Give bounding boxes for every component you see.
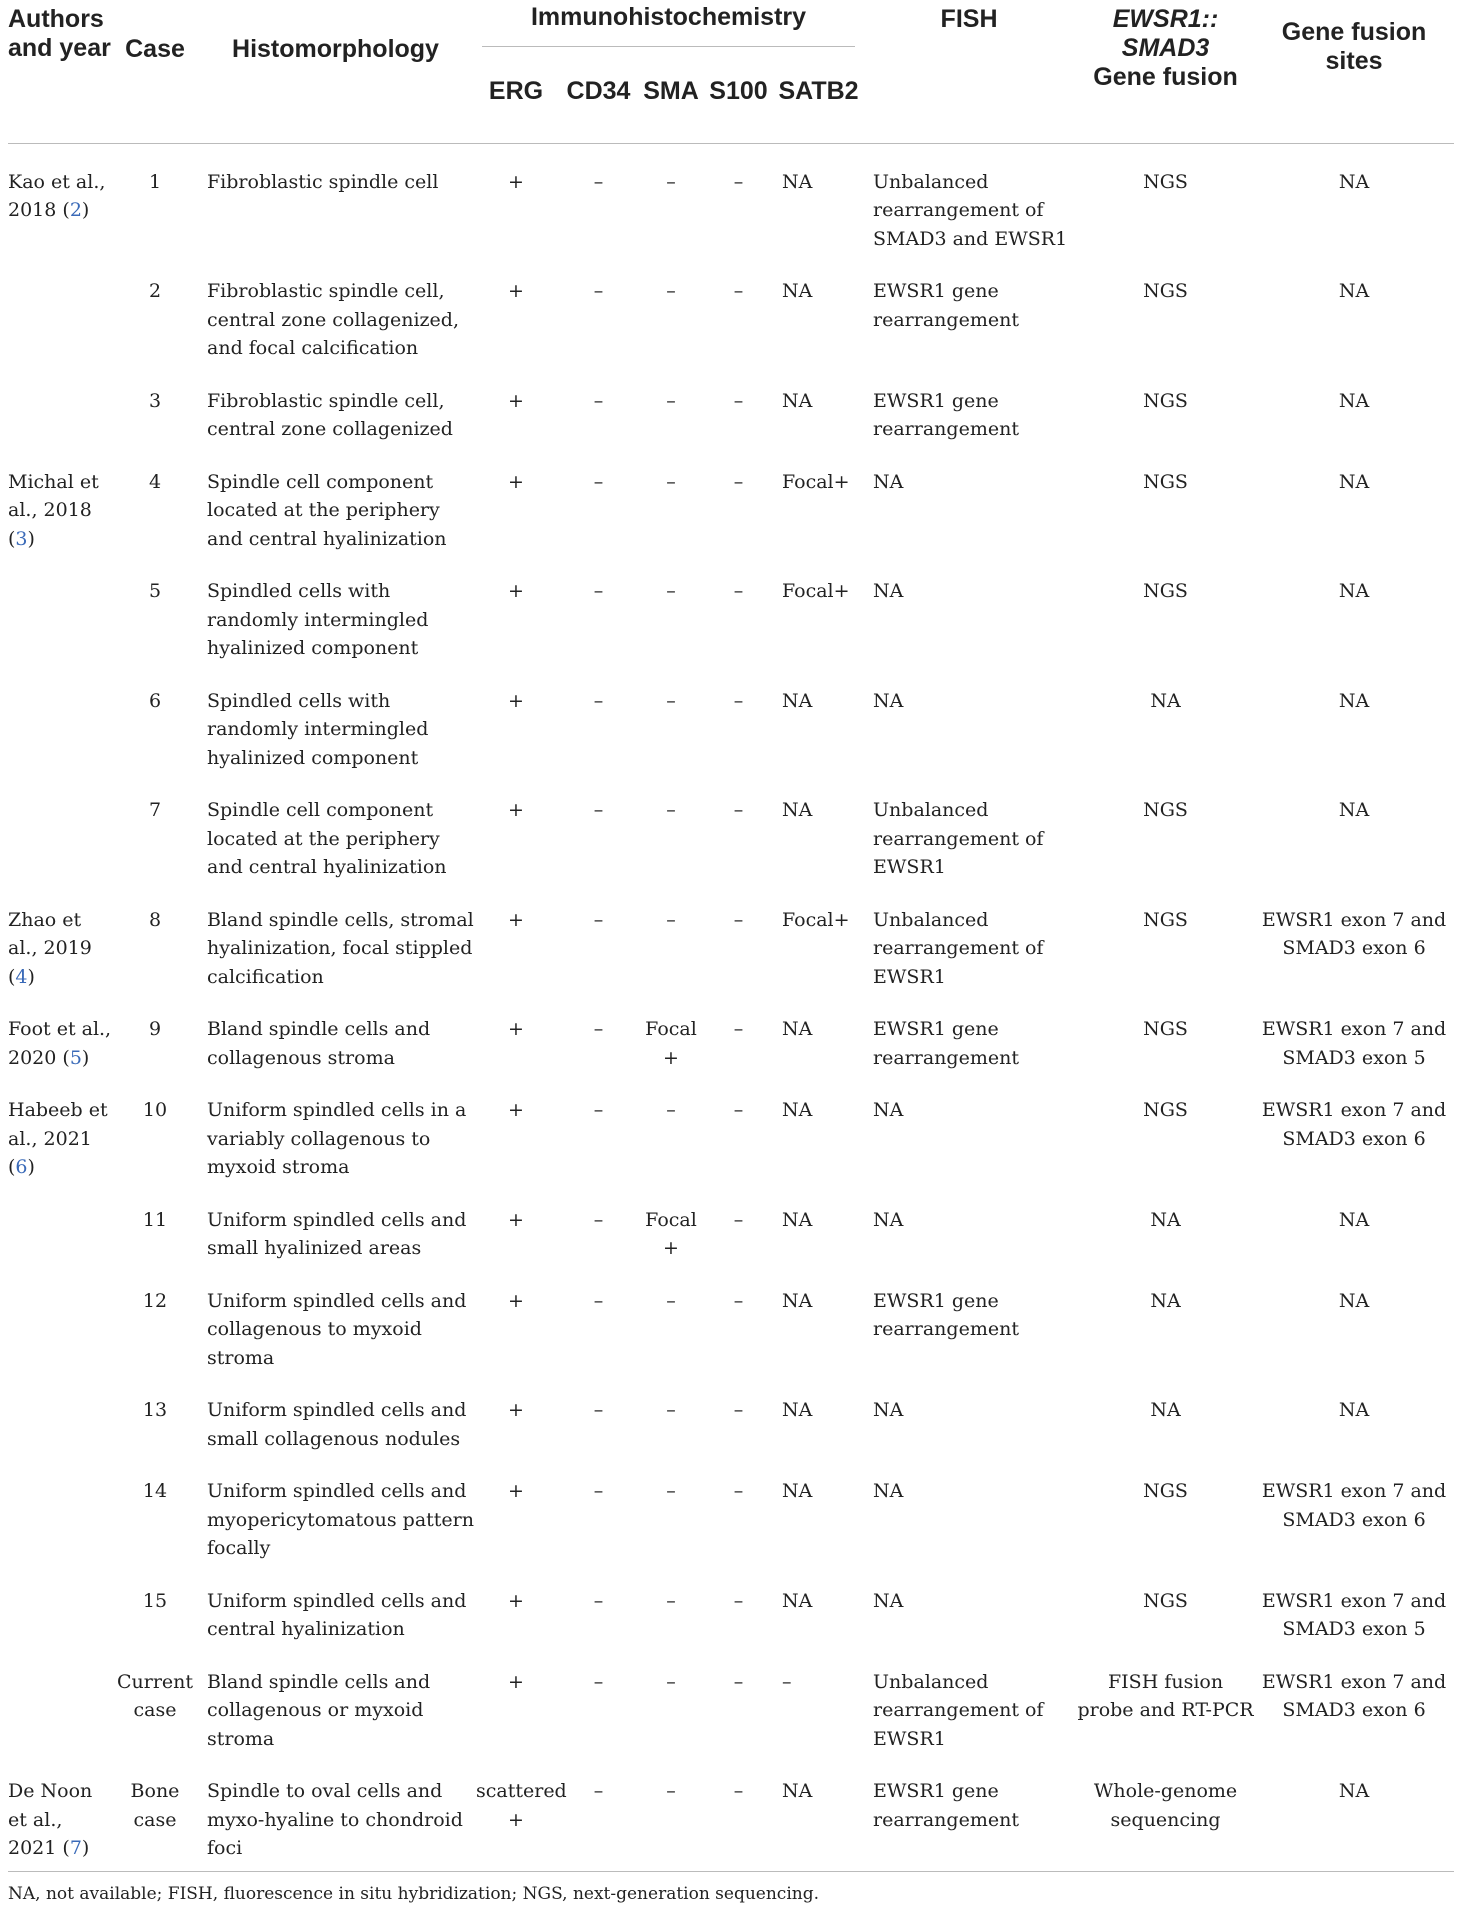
cell-author: Kao et al., 2018 (2) <box>8 143 115 261</box>
cell-case: 11 <box>142 1208 168 1231</box>
cell-fish: NA <box>873 1399 904 1421</box>
cell-histo: Fibroblastic spindle cell, central zone collagenized, and focal calcification <box>207 280 459 359</box>
cell-fish: NA <box>873 1208 904 1231</box>
cell-author <box>8 371 115 452</box>
cell-sites: EWSR1 exon 7 and SMAD3 exon 6 <box>1261 1480 1447 1531</box>
cell-case: 5 <box>148 580 162 602</box>
cell-fish: NA <box>873 470 904 493</box>
cell-case: 9 <box>148 1018 162 1040</box>
cell-fusion: Whole-genome sequencing <box>1093 1780 1238 1831</box>
cell-author <box>8 1461 115 1571</box>
cell-erg: + <box>508 470 524 493</box>
cell-sites: EWSR1 exon 7 and SMAD3 exon 6 <box>1261 1099 1447 1150</box>
cell-s100: – <box>733 1289 744 1312</box>
cell-fusion: NA <box>1150 689 1181 712</box>
cell-s100: – <box>733 1018 744 1040</box>
cell-s100: – <box>733 1399 744 1421</box>
header-satb2: SATB2 <box>778 77 859 105</box>
cell-author <box>8 261 115 371</box>
cell-satb2: NA <box>782 1018 813 1040</box>
header-immunohistochemistry <box>476 0 861 47</box>
cell-s100: – <box>733 908 744 931</box>
cell-author: Habeeb et al., 2021 (6) <box>8 1099 108 1178</box>
cell-author: Michal et al., 2018 (3) <box>8 470 99 550</box>
cell-sites: EWSR1 exon 7 and SMAD3 exon 6 <box>1261 1670 1447 1721</box>
cell-cd34: – <box>593 1399 604 1421</box>
cell-sma: – <box>666 1780 676 1802</box>
cell-fish: Unbalanced rearrangement of SMAD3 and EWSR1 <box>861 143 1077 261</box>
cell-s100: – <box>733 1208 744 1231</box>
author-text: Kao et al., 2018 ( <box>8 170 106 221</box>
header-s100: S100 <box>709 77 768 105</box>
cell-satb2: NA <box>782 1099 813 1121</box>
cell-fusion: NGS <box>1143 908 1188 931</box>
table-row <box>8 1271 1454 1381</box>
author-text: Foot et al., 2020 ( <box>8 1018 112 1069</box>
author-text: Habeeb et al., 2021 ( <box>8 1099 108 1178</box>
cell-case: Current case <box>116 1670 194 1721</box>
cell-cd34: – <box>593 470 604 493</box>
cell-satb2: NA <box>782 280 813 302</box>
cell-fish: EWSR1 gene rearrangement <box>873 389 1019 440</box>
cell-fish: NA <box>873 1480 904 1502</box>
header-histomorphology: Histomorphology <box>232 35 439 63</box>
cell-sma: – <box>666 1589 676 1612</box>
cell-fish: EWSR1 gene rearrangement <box>873 280 1019 331</box>
cell-sma: – <box>666 470 676 493</box>
table-body <box>8 143 1454 1871</box>
cell-s100: – <box>733 689 744 712</box>
cell-histo: Spindle cell component located at the periphery and central hyalinization <box>207 799 447 878</box>
cell-sites: EWSR1 exon 7 and SMAD3 exon 5 <box>1261 1589 1447 1640</box>
cell-fusion: NA <box>1150 1289 1181 1312</box>
table-row <box>8 1571 1454 1652</box>
cell-satb2: – <box>782 1670 792 1693</box>
reference-link[interactable]: 5 <box>69 1046 82 1069</box>
cell-cd34: – <box>593 389 604 412</box>
cell-sma: – <box>666 908 676 931</box>
cell-satb2: NA <box>782 1589 813 1612</box>
cell-satb2: NA <box>776 143 861 261</box>
cell-erg: + <box>476 143 556 261</box>
cell-erg: + <box>508 1399 524 1421</box>
cell-author <box>8 561 115 671</box>
cell-cd34: – <box>593 1670 604 1693</box>
cell-author <box>8 1190 115 1271</box>
header-fusion-rest: Gene fusion <box>1093 63 1238 91</box>
cell-histo: Spindled cells with randomly intermingled hyalinized component <box>207 580 429 659</box>
header-authors: Authors and year <box>8 5 111 62</box>
header-fusion-sites: Gene fusion sites <box>1281 18 1427 75</box>
cell-histo: Bland spindle cells and collagenous or myxoid stroma <box>207 1670 431 1750</box>
table-row <box>8 1190 1454 1271</box>
cell-fusion: NGS <box>1143 389 1188 412</box>
data-table <box>8 0 1454 1906</box>
cell-fish: NA <box>873 580 904 602</box>
cell-sma: – <box>666 689 676 712</box>
cell-histo: Uniform spindled cells and collagenous to myxoid stroma <box>207 1289 467 1369</box>
cell-author: Foot et al., 2020 (5) <box>8 1018 112 1069</box>
cell-erg: + <box>508 1670 524 1693</box>
cell-fish: Unbalanced rearrangement of EWSR1 <box>873 799 1044 878</box>
table-row <box>8 452 1454 562</box>
table-row <box>8 890 1454 1000</box>
author-text: De Noon et al., 2021 ( <box>8 1780 93 1859</box>
cell-fusion: NA <box>1150 1399 1181 1421</box>
cell-sma: – <box>666 1099 676 1121</box>
cell-histo: Uniform spindled cells and central hyalinization <box>207 1589 467 1640</box>
cell-sites: NA <box>1338 689 1370 712</box>
cell-erg: + <box>508 580 524 602</box>
cell-cd34: – <box>593 1780 604 1802</box>
cell-sites: NA <box>1338 280 1370 302</box>
cell-case: 7 <box>148 799 162 821</box>
table-row <box>8 143 1454 261</box>
cell-erg: + <box>508 1589 524 1612</box>
cell-fusion: NGS <box>1143 1480 1188 1502</box>
cell-erg: + <box>508 1099 524 1121</box>
cell-author <box>8 780 115 890</box>
cell-satb2: NA <box>782 799 813 821</box>
cell-erg: + <box>508 1208 524 1231</box>
cell-fish: EWSR1 gene rearrangement <box>873 1018 1019 1069</box>
cell-histo: Fibroblastic spindle cell <box>195 143 476 261</box>
cell-erg: + <box>508 1289 524 1312</box>
reference-link[interactable]: 4 <box>15 965 28 988</box>
cell-satb2: NA <box>782 1480 813 1502</box>
cell-cd34: – <box>593 689 604 712</box>
cell-sites: EWSR1 exon 7 and SMAD3 exon 6 <box>1261 908 1447 959</box>
cell-cd34: – <box>593 1589 604 1612</box>
cell-s100: – <box>733 1480 744 1502</box>
table-footnote: NA, not available; FISH, fluorescence in situ hybridization; NGS, next-generation sequencing. <box>8 1871 1454 1906</box>
cell-case: 6 <box>148 689 162 712</box>
cell-case: 13 <box>142 1399 168 1421</box>
cell-case: 8 <box>148 908 162 931</box>
cell-erg: + <box>508 689 524 712</box>
cell-case: 2 <box>148 280 162 302</box>
cell-cd34: – <box>593 1289 604 1312</box>
cell-case: 12 <box>142 1289 168 1312</box>
cell-s100: – <box>733 799 744 821</box>
cell-fish: Unbalanced rearrangement of EWSR1 <box>873 908 1044 988</box>
cell-sites: NA <box>1338 389 1370 412</box>
cell-histo: Uniform spindled cells and myopericytomatous pattern focally <box>207 1480 474 1559</box>
cell-histo: Uniform spindled cells and small collagenous nodules <box>207 1399 467 1450</box>
reference-link[interactable]: 7 <box>69 1837 82 1859</box>
cell-case: 14 <box>142 1480 168 1502</box>
cell-sma: – <box>666 1670 676 1693</box>
cell-cd34: – <box>556 143 641 261</box>
cell-sites: NA <box>1338 1780 1370 1802</box>
cell-author: De Noon et al., 2021 (7) <box>8 1780 93 1859</box>
cell-fusion: NGS <box>1077 143 1254 261</box>
cell-fusion: NGS <box>1143 799 1188 821</box>
cell-author <box>8 1271 115 1381</box>
cell-cd34: – <box>593 1099 604 1121</box>
cell-s100: – <box>733 1099 744 1121</box>
cell-cd34: – <box>593 1480 604 1502</box>
cell-s100: – <box>733 470 744 493</box>
cell-histo: Uniform spindled cells and small hyalinized areas <box>207 1208 467 1259</box>
cell-sites: NA <box>1338 1208 1370 1231</box>
cell-fusion: NGS <box>1143 1099 1188 1121</box>
table-row <box>8 780 1454 890</box>
cell-author <box>8 1380 115 1461</box>
cell-fish: NA <box>873 1099 904 1121</box>
cell-erg: + <box>508 1018 524 1040</box>
cell-case: 1 <box>115 143 195 261</box>
cell-histo: Bland spindle cells and collagenous stroma <box>207 1018 431 1069</box>
cell-histo: Spindled cells with randomly intermingled hyalinized component <box>207 689 429 769</box>
cell-sites: NA <box>1338 580 1370 602</box>
cell-sma: – <box>666 1480 676 1502</box>
cell-erg: scattered + <box>476 1780 567 1831</box>
cell-s100: – <box>733 280 744 302</box>
table-row <box>8 1461 1454 1571</box>
cell-satb2: NA <box>782 1399 813 1421</box>
cell-cd34: – <box>593 1018 604 1040</box>
cell-fusion: NA <box>1150 1208 1181 1231</box>
cell-erg: + <box>508 389 524 412</box>
header-cd34: CD34 <box>566 77 631 105</box>
cell-s100: – <box>701 143 776 261</box>
cell-satb2: Focal+ <box>782 470 850 493</box>
author-text: Zhao et al., 2019 ( <box>8 908 92 988</box>
table-row <box>8 1380 1454 1461</box>
cell-s100: – <box>733 580 744 602</box>
cell-case: 3 <box>148 389 162 412</box>
table-header <box>8 0 1454 143</box>
cell-cd34: – <box>593 280 604 302</box>
cell-case: Bone case <box>130 1780 180 1831</box>
cell-s100: – <box>733 1780 744 1802</box>
cell-satb2: NA <box>782 389 813 412</box>
cell-fusion: NGS <box>1143 470 1188 493</box>
cell-histo: Uniform spindled cells in a variably collagenous to myxoid stroma <box>207 1099 467 1178</box>
cell-fish: EWSR1 gene rearrangement <box>873 1780 1019 1831</box>
table-row <box>8 261 1454 371</box>
cell-sites: NA <box>1338 1399 1370 1421</box>
cell-fusion: NGS <box>1143 1018 1188 1040</box>
table-row <box>8 1761 1454 1871</box>
cell-case: 15 <box>142 1589 168 1612</box>
reference-link[interactable]: 3 <box>15 527 28 550</box>
reference-link[interactable]: 2 <box>69 199 82 221</box>
cell-sma: – <box>666 580 676 602</box>
cell-erg: + <box>508 908 524 931</box>
cell-sites: NA <box>1338 1289 1370 1312</box>
header-gene-fusion <box>1077 0 1254 143</box>
header-fish: FISH <box>940 5 998 33</box>
header-erg: ERG <box>488 77 544 105</box>
header-ihc-label: Immunohistochemistry <box>482 3 855 47</box>
cell-histo: Spindle cell component located at the periphery and central hyalinization <box>207 470 447 550</box>
cell-s100: – <box>733 1589 744 1612</box>
table-row <box>8 371 1454 452</box>
cell-fusion: NGS <box>1143 280 1188 302</box>
cell-fish: NA <box>873 1589 904 1612</box>
cell-sites: NA <box>1338 799 1370 821</box>
table-row <box>8 561 1454 671</box>
reference-link[interactable]: 6 <box>15 1156 28 1178</box>
cell-sma: – <box>666 799 676 821</box>
cell-erg: + <box>508 799 524 821</box>
cell-sites: EWSR1 exon 7 and SMAD3 exon 5 <box>1261 1018 1447 1069</box>
header-sma: SMA <box>643 77 699 105</box>
cell-case: 4 <box>148 470 162 493</box>
cell-author: Zhao et al., 2019 (4) <box>8 908 92 988</box>
cell-satb2: NA <box>782 689 813 712</box>
cell-sites: NA <box>1338 470 1370 493</box>
cell-satb2: NA <box>782 1208 813 1231</box>
cell-fish: EWSR1 gene rearrangement <box>873 1289 1019 1340</box>
table-row <box>8 1652 1454 1762</box>
cell-sma: – <box>666 280 676 302</box>
cell-histo: Fibroblastic spindle cell, central zone collagenized <box>207 389 453 440</box>
header-fusion-italic: EWSR1:: SMAD3 <box>1112 5 1219 62</box>
cell-case: 10 <box>142 1099 168 1121</box>
cell-fusion: NGS <box>1143 580 1188 602</box>
cell-erg: + <box>508 280 524 302</box>
table-row <box>8 671 1454 781</box>
cell-sma: – <box>666 1399 676 1421</box>
cell-satb2: Focal+ <box>782 908 850 931</box>
cell-fusion: NGS <box>1143 1589 1188 1612</box>
cell-cd34: – <box>593 908 604 931</box>
cell-fusion: FISH fusion probe and RT-PCR <box>1077 1670 1254 1721</box>
author-text: Michal et al., 2018 ( <box>8 470 99 550</box>
header-case: Case <box>125 35 185 63</box>
table-row <box>8 999 1454 1080</box>
cell-author <box>8 671 115 781</box>
cell-author <box>8 1571 115 1652</box>
cell-sma: – <box>666 389 676 412</box>
cell-histo: Bland spindle cells, stromal hyalinization, focal stippled calcification <box>207 908 474 988</box>
cell-cd34: – <box>593 799 604 821</box>
cell-satb2: NA <box>782 1780 813 1802</box>
cell-histo: Spindle to oval cells and myxo-hyaline to chondroid foci <box>207 1780 463 1859</box>
cell-sma: Focal + <box>645 1208 697 1259</box>
cell-s100: – <box>733 1670 744 1693</box>
cell-cd34: – <box>593 580 604 602</box>
cell-sites: NA <box>1254 143 1454 261</box>
cell-s100: – <box>733 389 744 412</box>
cell-satb2: Focal+ <box>782 580 850 602</box>
cell-fish: NA <box>873 689 904 712</box>
cell-sma: – <box>666 1289 676 1312</box>
cell-erg: + <box>508 1480 524 1502</box>
cell-cd34: – <box>593 1208 604 1231</box>
cell-sma: – <box>641 143 701 261</box>
table-row <box>8 1080 1454 1190</box>
cell-author <box>8 1652 115 1762</box>
cell-sma: Focal + <box>645 1018 697 1069</box>
cell-fish: Unbalanced rearrangement of EWSR1 <box>873 1670 1044 1750</box>
cell-satb2: NA <box>782 1289 813 1312</box>
